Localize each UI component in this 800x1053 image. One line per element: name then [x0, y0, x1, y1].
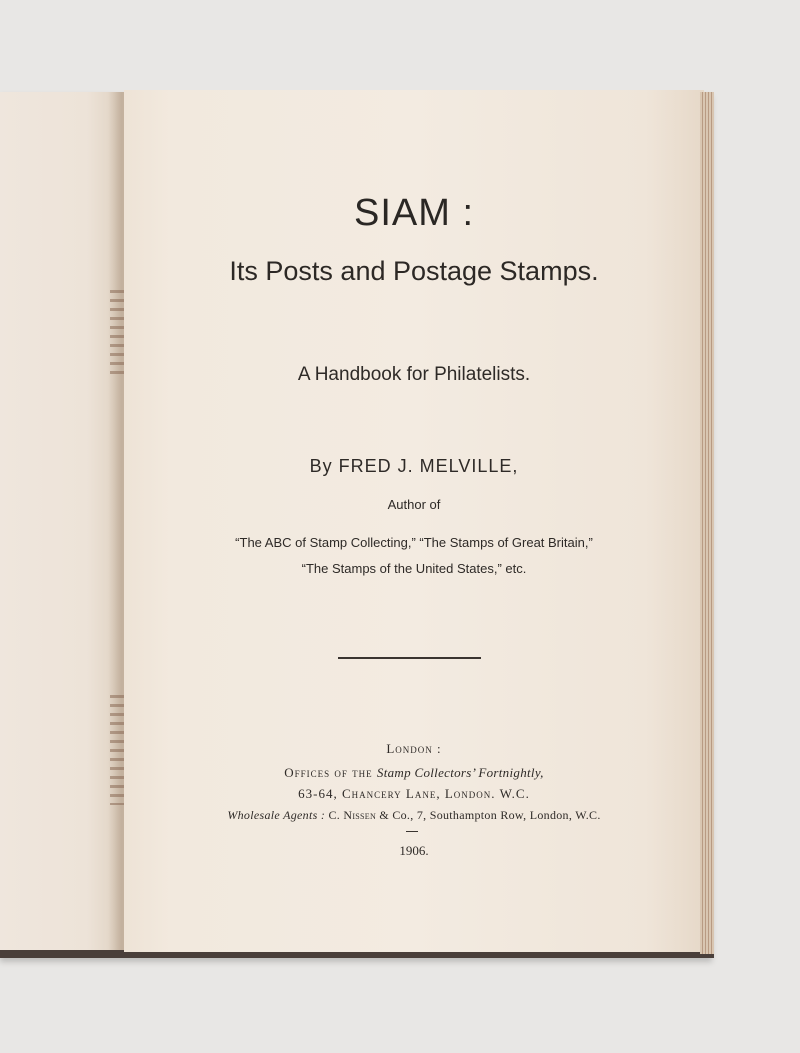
divider-rule — [338, 657, 481, 659]
author-byline: By FRED J. MELVILLE, — [309, 456, 519, 476]
imprint-agents-name: C. Nissen — [328, 808, 377, 822]
publication-year: 1906. — [399, 843, 429, 858]
imprint-offices — [124, 765, 704, 781]
imprint-address: 63-64, Chancery Lane, London. W.C. — [298, 786, 530, 801]
book-subtitle: Its Posts and Postage Stamps. — [229, 256, 599, 286]
book-title: SIAM : — [353, 192, 475, 234]
other-works-line-2: “The Stamps of the United States,” etc. — [301, 561, 527, 576]
book-description: A Handbook for Philatelists. — [297, 364, 531, 385]
imprint-offices-prefix: Offices of the — [284, 765, 373, 780]
author-of-label: Author of — [387, 497, 441, 512]
left-page — [0, 92, 124, 950]
imprint-agents-rest: & Co., 7, Southampton Row, London, W.C. — [379, 808, 601, 822]
other-works-line-1: “The ABC of Stamp Collecting,” “The Stamps of Great Britain,” — [235, 535, 593, 550]
imprint-agents — [124, 808, 704, 823]
imprint-city: London : — [386, 741, 442, 756]
imprint-agents-label: Wholesale Agents : — [227, 808, 326, 822]
imprint-publication: Stamp Collectors’ Fortnightly, — [376, 765, 544, 780]
imprint-dash — [406, 831, 418, 832]
